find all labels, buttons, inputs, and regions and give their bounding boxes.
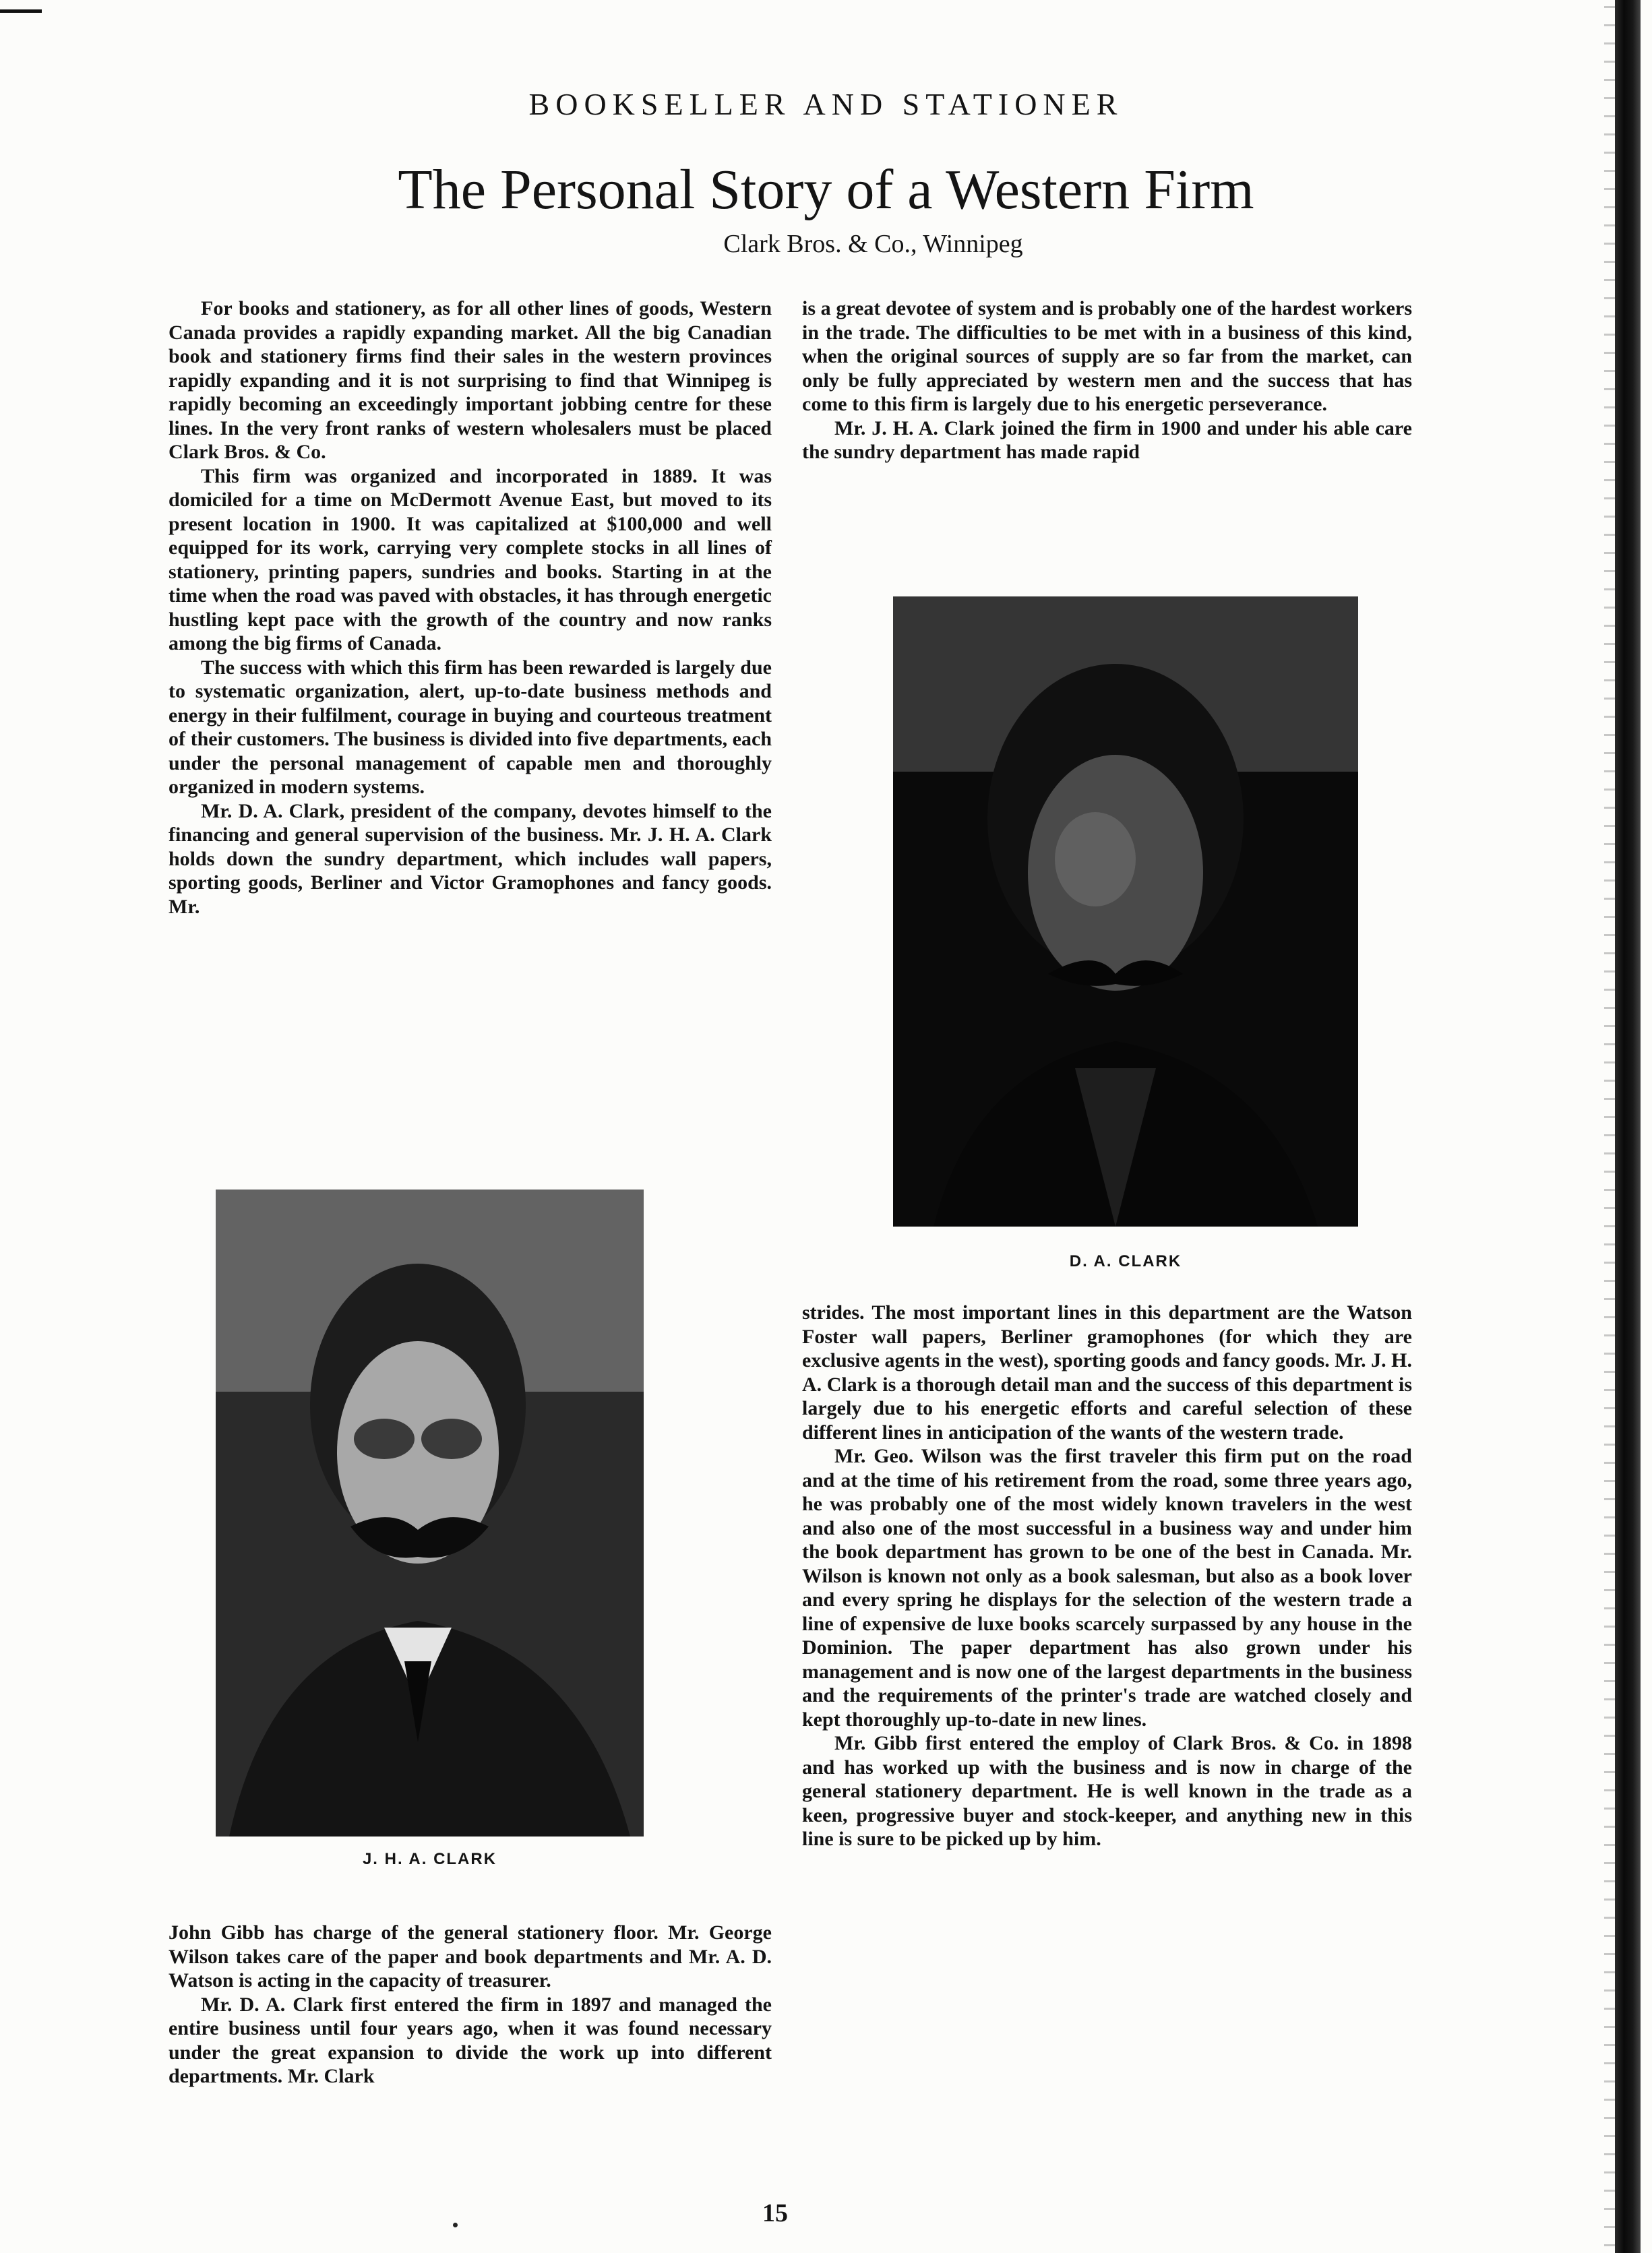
paragraph: For books and stationery, as for all other lines of goods, Western Canada provides a rapidly expanding market. All the big Canadian book and stationery firms find their sales in the western provinces rapidly expanding and it is not surprising to find that Winnipeg is rapidly becoming an exceedingly important jobbing centre for these lines. In the very front ranks of western wholesalers must be placed Clark Bros. & Co.	[169, 297, 772, 463]
scan-corner-mark	[0, 9, 42, 13]
portrait-da-drawing	[893, 596, 1358, 1227]
masthead: BOOKSELLER AND STATIONER	[528, 87, 1124, 121]
scan-edge-noise	[1604, 0, 1615, 2253]
paragraph: Mr. Geo. Wilson was the first traveler this firm put on the road and at the time of his retirement from the road, some three years ago, he was probably one of the most widely known travelers in the west and also one of the most successful in a business way and under him the book department has grown to be one of the best in Canada. Mr. Wilson is known not only as a book salesman, but also as a book lover and every spring he displays for the selection of the western trade a line of expensive de luxe books scarcely surpassed by any house in the Dominion. The paper department has also grown under his management and is now one of the largest departments in the business and the requirements of the printer's trade are watched closely and kept thoroughly up-to-date in new lines.	[802, 1445, 1412, 1731]
caption-jha-clark: J. H. A. CLARK	[362, 1850, 497, 1868]
page-number: 15	[762, 2199, 788, 2227]
scan-speck	[453, 2223, 458, 2227]
paragraph: Mr. J. H. A. Clark joined the firm in 1900 and under his able care the sundry department has made rapid	[802, 416, 1412, 463]
caption-da-clark: D. A. CLARK	[1069, 1252, 1182, 1270]
column-right-bottom	[802, 1301, 1412, 1851]
article-title: The Personal Story of a Western Firm	[398, 158, 1254, 221]
paragraph: Mr. D. A. Clark first entered the firm in 1897 and managed the entire business until four years ago, when it was found necessary under the great expansion to divide the work up into different departments. Mr. Clark	[169, 1993, 772, 2087]
paragraph: John Gibb has charge of the general stationery floor. Mr. George Wilson takes care of the paper and book departments and Mr. A. D. Watson is acting in the capacity of treasurer.	[169, 1921, 772, 1992]
column-left-bottom	[169, 1921, 772, 2089]
paragraph: Mr. Gibb first entered the employ of Clark Bros. & Co. in 1898 and has worked up with the business and is now in charge of the general stationery department. He is well known in the trade as a keen, progressive buyer and stock-keeper, and anything new in this line is sure to be picked up by him.	[802, 1732, 1412, 1850]
portrait-photo-jha-clark	[216, 1190, 644, 1837]
article-subtitle: Clark Bros. & Co., Winnipeg	[723, 230, 1023, 258]
paragraph: This firm was organized and incorporated in 1889. It was domiciled for a time on McDermott Avenue East, but moved to its present location in 1900. It was capitalized at $100,000 and well equipped for its work, carrying very complete stocks in all lines of stationery, printing papers, sundries and books. Starting in at the time when the road was paved with obstacles, it has through energetic hustling kept pace with the growth of the country and now ranks among the big firms of Canada.	[169, 464, 772, 654]
paragraph: is a great devotee of system and is probably one of the hardest workers in the trade. The difficulties to be met with in a business of this kind, when the original sources of supply are so far from the market, can only be fully appreciated by western men and the success that has come to this firm is largely due to his energetic perseverance.	[802, 297, 1412, 415]
column-left-top	[169, 297, 772, 919]
scan-edge-bar	[1615, 0, 1641, 2253]
column-right-top	[802, 297, 1412, 464]
paragraph: Mr. D. A. Clark, president of the company, devotes himself to the financing and general supervision of the business. Mr. J. H. A. Clark holds down the sundry department, which includes wall papers, sporting goods, Berliner and Victor Gramophones and fancy goods. Mr.	[169, 799, 772, 918]
paragraph: strides. The most important lines in this department are the Watson Foster wall papers, Berliner gramophones (for which they are exclusive agents in the west), sporting goods and fancy goods. Mr. J. H. A. Clark is a thorough detail man and the success of this department is largely due to his energetic efforts and careful selection of these different lines in anticipation of the wants of the western trade.	[802, 1301, 1412, 1444]
portrait-jha-drawing	[216, 1190, 644, 1837]
paragraph: The success with which this firm has been rewarded is largely due to systematic organization, alert, up-to-date business methods and energy in their fulfilment, courage in buying and courteous treatment of their customers. The business is divided into five departments, each under the personal management of capable men and thoroughly organized in modern systems.	[169, 656, 772, 798]
portrait-photo-da-clark	[893, 596, 1358, 1227]
